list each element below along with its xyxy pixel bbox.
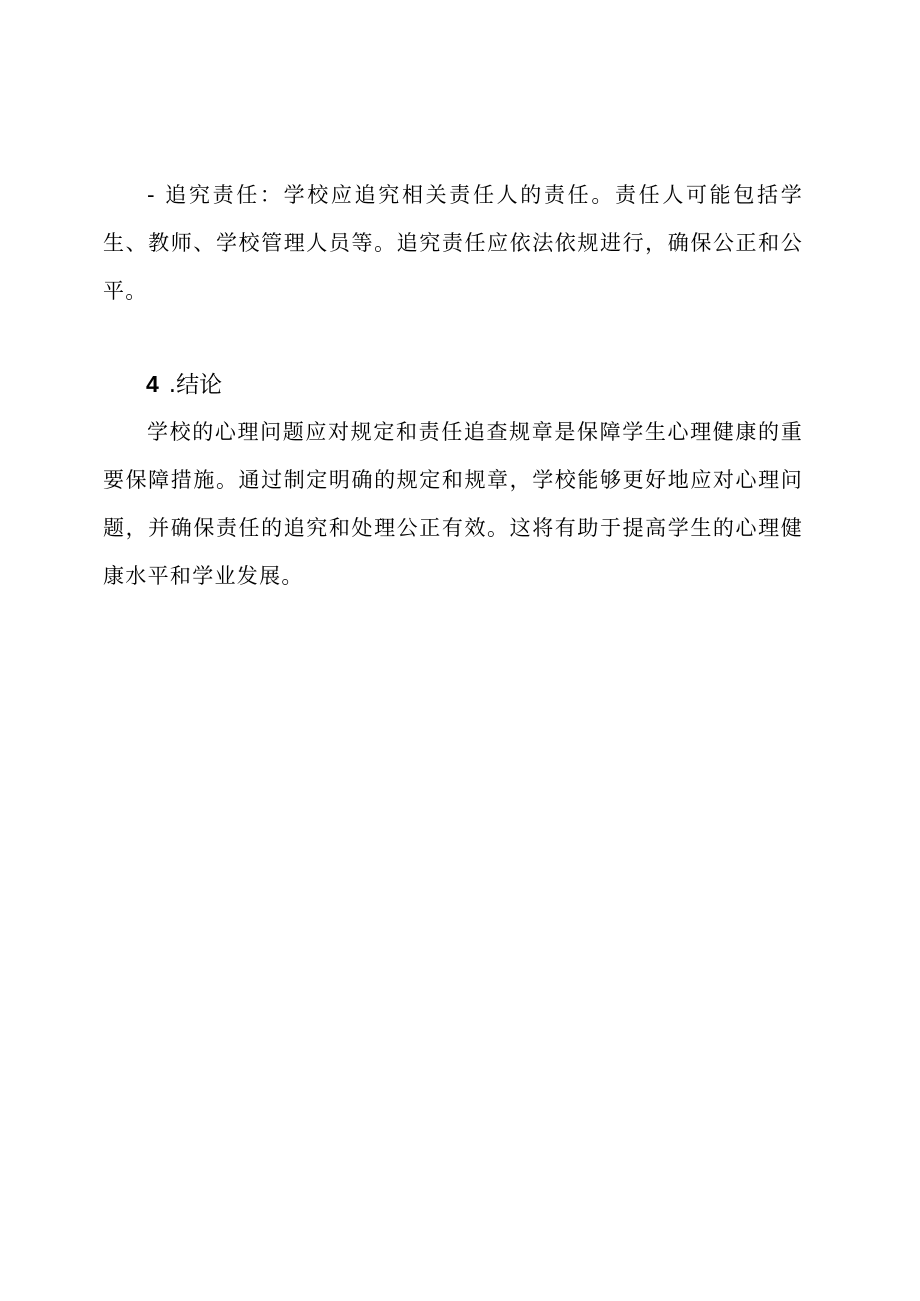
section-heading-conclusion — [146, 364, 222, 405]
section-title: .结论 — [168, 372, 223, 398]
section-number: 4 — [146, 371, 159, 397]
responsibility-paragraph: - 追究责任：学校应追究相关责任人的责任。责任人可能包括学生、教师、学校管理人员等。追究责任应依法依规进行，确保公正和公平。 — [103, 183, 803, 303]
conclusion-paragraph: 学校的心理问题应对规定和责任追查规章是保障学生心理健康的重要保障措施。通过制定明确的规定和规章，学校能够更好地应对心理问题，并确保责任的追究和处理公正有效。这将有助于提高学生的心理健康水平和学业发展。 — [103, 420, 803, 588]
